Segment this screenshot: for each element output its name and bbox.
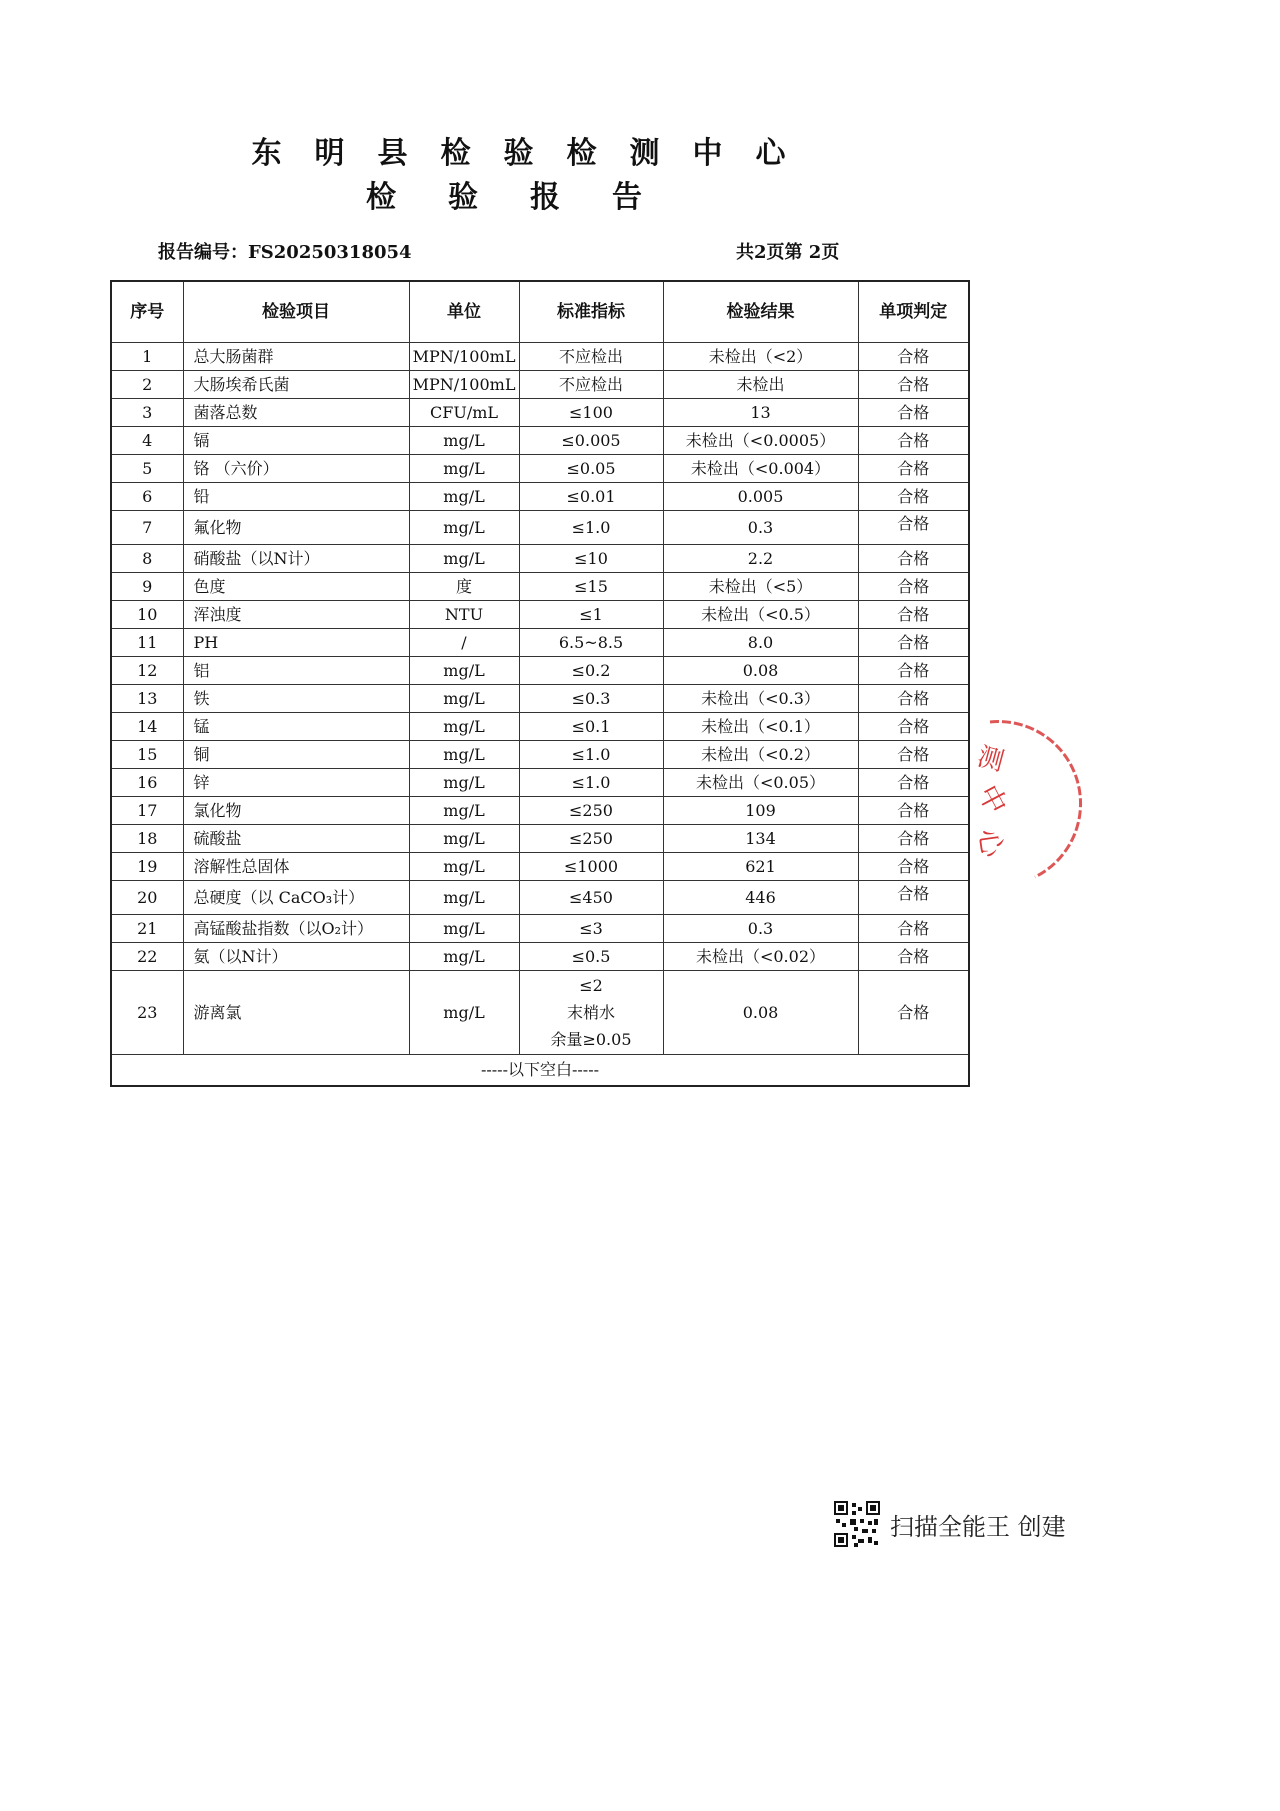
cell-item: 游离氯 <box>183 971 409 1055</box>
cell-standard: ≤1000 <box>519 853 663 881</box>
cell-unit: mg/L <box>409 881 519 915</box>
cell-no: 9 <box>111 573 183 601</box>
report-number: 报告编号：FS20250318054 <box>158 242 412 263</box>
cell-result: 13 <box>663 399 858 427</box>
cell-item: 铅 <box>183 483 409 511</box>
standard-line: 末梢水 <box>566 1003 615 1022</box>
cell-verdict: 合格 <box>858 399 969 427</box>
cell-item: 锰 <box>183 713 409 741</box>
cell-item: 氨（以N计） <box>183 943 409 971</box>
cell-standard: ≤0.1 <box>519 713 663 741</box>
cell-unit: mg/L <box>409 713 519 741</box>
cell-standard: ≤3 <box>519 915 663 943</box>
camscanner-text: 扫描全能王 创建 <box>890 1512 1066 1541</box>
cell-verdict: 合格 <box>858 629 969 657</box>
cell-result: 0.3 <box>663 915 858 943</box>
cell-unit: mg/L <box>409 741 519 769</box>
cell-verdict: 合格 <box>858 825 969 853</box>
table-row <box>111 657 969 685</box>
table-row-last <box>111 971 969 1055</box>
camscanner-watermark <box>834 1500 1066 1548</box>
col-header-verdict: 单项判定 <box>858 281 969 343</box>
cell-result: 134 <box>663 825 858 853</box>
table-header-row <box>111 281 969 343</box>
cell-result: 0.3 <box>663 511 858 545</box>
cell-verdict: 合格 <box>858 545 969 573</box>
cell-standard: ≤10 <box>519 545 663 573</box>
cell-unit: mg/L <box>409 483 519 511</box>
cell-verdict: 合格 <box>858 573 969 601</box>
cell-standard: ≤1.0 <box>519 511 663 545</box>
cell-standard: ≤0.2 <box>519 657 663 685</box>
cell-result: 未检出（<0.3） <box>663 685 858 713</box>
cell-unit: NTU <box>409 601 519 629</box>
cell-item: PH <box>183 629 409 657</box>
cell-result: 未检出（<0.2） <box>663 741 858 769</box>
table-row <box>111 769 969 797</box>
cell-no: 23 <box>111 971 183 1055</box>
cell-no: 6 <box>111 483 183 511</box>
cell-standard: ≤1.0 <box>519 769 663 797</box>
table-row <box>111 943 969 971</box>
cell-result: 8.0 <box>663 629 858 657</box>
cell-no: 16 <box>111 769 183 797</box>
cell-result: 未检出（<5） <box>663 573 858 601</box>
cell-result: 未检出（<0.0005） <box>663 427 858 455</box>
standard-line: ≤2 <box>579 976 603 995</box>
cell-standard <box>519 971 663 1055</box>
cell-unit: CFU/mL <box>409 399 519 427</box>
cell-no: 19 <box>111 853 183 881</box>
cell-item: 镉 <box>183 427 409 455</box>
table-row <box>111 455 969 483</box>
cell-standard: ≤15 <box>519 573 663 601</box>
cell-no: 13 <box>111 685 183 713</box>
table-row <box>111 825 969 853</box>
cell-item: 铝 <box>183 657 409 685</box>
col-header-item: 检验项目 <box>183 281 409 343</box>
cell-unit: / <box>409 629 519 657</box>
cell-no: 15 <box>111 741 183 769</box>
cell-no: 14 <box>111 713 183 741</box>
cell-verdict: 合格 <box>858 971 969 1055</box>
cell-standard: 6.5~8.5 <box>519 629 663 657</box>
cell-standard: ≤1.0 <box>519 741 663 769</box>
cell-standard: ≤0.05 <box>519 455 663 483</box>
cell-item: 总硬度（以 CaCO₃计） <box>183 881 409 915</box>
cell-result: 未检出（<0.05） <box>663 769 858 797</box>
cell-unit: mg/L <box>409 853 519 881</box>
seal-text-3: 心 <box>972 826 1009 860</box>
cell-no: 1 <box>111 343 183 371</box>
cell-standard: ≤100 <box>519 399 663 427</box>
cell-standard: ≤0.5 <box>519 943 663 971</box>
cell-unit: mg/L <box>409 943 519 971</box>
table-row <box>111 881 969 915</box>
table-row <box>111 797 969 825</box>
cell-item: 铜 <box>183 741 409 769</box>
cell-verdict: 合格 <box>858 713 969 741</box>
doc-title: 检验报告 <box>366 180 694 215</box>
cell-unit: MPN/100mL <box>409 371 519 399</box>
cell-standard: 不应检出 <box>519 343 663 371</box>
table-row <box>111 629 969 657</box>
cell-item: 菌落总数 <box>183 399 409 427</box>
cell-no: 3 <box>111 399 183 427</box>
cell-result: 未检出（<0.5） <box>663 601 858 629</box>
cell-item: 大肠埃希氏菌 <box>183 371 409 399</box>
cell-item: 色度 <box>183 573 409 601</box>
cell-item: 高锰酸盐指数（以O₂计） <box>183 915 409 943</box>
cell-standard: ≤450 <box>519 881 663 915</box>
cell-item: 铬 （六价） <box>183 455 409 483</box>
cell-no: 21 <box>111 915 183 943</box>
cell-result: 446 <box>663 881 858 915</box>
cell-unit: mg/L <box>409 511 519 545</box>
cell-no: 17 <box>111 797 183 825</box>
col-header-result: 检验结果 <box>663 281 858 343</box>
cell-no: 22 <box>111 943 183 971</box>
cell-item: 氯化物 <box>183 797 409 825</box>
table-row <box>111 741 969 769</box>
cell-unit: 度 <box>409 573 519 601</box>
table-row <box>111 545 969 573</box>
page-count: 共2页第 2页 <box>736 242 840 263</box>
cell-verdict: 合格 <box>858 657 969 685</box>
col-header-no: 序号 <box>111 281 183 343</box>
cell-item: 铁 <box>183 685 409 713</box>
cell-item: 硫酸盐 <box>183 825 409 853</box>
cell-standard: ≤250 <box>519 825 663 853</box>
cell-item: 浑浊度 <box>183 601 409 629</box>
cell-item: 氟化物 <box>183 511 409 545</box>
cell-unit: mg/L <box>409 545 519 573</box>
blank-below-note: -----以下空白----- <box>111 1055 969 1087</box>
cell-result: 未检出 <box>663 371 858 399</box>
cell-unit: mg/L <box>409 797 519 825</box>
cell-unit: mg/L <box>409 915 519 943</box>
cell-verdict: 合格 <box>858 915 969 943</box>
table-row <box>111 483 969 511</box>
cell-verdict: 合格 <box>858 943 969 971</box>
cell-item: 溶解性总固体 <box>183 853 409 881</box>
cell-standard: ≤1 <box>519 601 663 629</box>
cell-result: 未检出（<0.004） <box>663 455 858 483</box>
cell-unit: mg/L <box>409 427 519 455</box>
cell-item: 锌 <box>183 769 409 797</box>
cell-verdict: 合格 <box>858 769 969 797</box>
cell-standard: ≤0.01 <box>519 483 663 511</box>
seal-text-2: 中 <box>971 779 1014 820</box>
cell-verdict: 合格 <box>858 741 969 769</box>
table-footer-row <box>111 1055 969 1087</box>
cell-result: 未检出（<2） <box>663 343 858 371</box>
cell-result: 0.08 <box>663 971 858 1055</box>
cell-verdict: 合格 <box>858 455 969 483</box>
cell-verdict: 合格 <box>858 881 969 915</box>
cell-verdict: 合格 <box>858 685 969 713</box>
cell-no: 7 <box>111 511 183 545</box>
cell-verdict: 合格 <box>858 427 969 455</box>
cell-no: 8 <box>111 545 183 573</box>
cell-item: 硝酸盐（以N计） <box>183 545 409 573</box>
cell-result: 621 <box>663 853 858 881</box>
cell-result: 109 <box>663 797 858 825</box>
table-row <box>111 685 969 713</box>
cell-unit: mg/L <box>409 971 519 1055</box>
cell-verdict: 合格 <box>858 343 969 371</box>
table-row <box>111 915 969 943</box>
cell-no: 18 <box>111 825 183 853</box>
cell-standard: ≤0.3 <box>519 685 663 713</box>
table-row <box>111 343 969 371</box>
cell-unit: mg/L <box>409 769 519 797</box>
table-row <box>111 371 969 399</box>
table-row <box>111 601 969 629</box>
cell-verdict: 合格 <box>858 853 969 881</box>
cell-unit: mg/L <box>409 657 519 685</box>
cell-result: 2.2 <box>663 545 858 573</box>
cell-unit: MPN/100mL <box>409 343 519 371</box>
cell-result: 0.005 <box>663 483 858 511</box>
table-row <box>111 511 969 545</box>
cell-standard: ≤250 <box>519 797 663 825</box>
inspection-table <box>110 280 970 1087</box>
cell-verdict: 合格 <box>858 483 969 511</box>
col-header-standard: 标准指标 <box>519 281 663 343</box>
cell-verdict: 合格 <box>858 601 969 629</box>
cell-no: 12 <box>111 657 183 685</box>
standard-line: 余量≥0.05 <box>550 1030 632 1049</box>
cell-verdict: 合格 <box>858 371 969 399</box>
seal-text-1: 测 <box>974 741 1008 778</box>
cell-item: 总大肠菌群 <box>183 343 409 371</box>
cell-unit: mg/L <box>409 685 519 713</box>
col-header-unit: 单位 <box>409 281 519 343</box>
cell-no: 2 <box>111 371 183 399</box>
cell-no: 5 <box>111 455 183 483</box>
cell-verdict: 合格 <box>858 511 969 545</box>
cell-result: 未检出（<0.1） <box>663 713 858 741</box>
org-title: 东明县检验检测中心 <box>251 136 819 171</box>
qr-code-icon <box>834 1501 880 1547</box>
cell-no: 10 <box>111 601 183 629</box>
cell-standard: 不应检出 <box>519 371 663 399</box>
cell-unit: mg/L <box>409 455 519 483</box>
official-seal <box>930 712 1100 882</box>
cell-no: 11 <box>111 629 183 657</box>
table-row <box>111 427 969 455</box>
cell-no: 4 <box>111 427 183 455</box>
cell-result: 未检出（<0.02） <box>663 943 858 971</box>
cell-verdict: 合格 <box>858 797 969 825</box>
table-row <box>111 573 969 601</box>
cell-standard: ≤0.005 <box>519 427 663 455</box>
cell-result: 0.08 <box>663 657 858 685</box>
table-row <box>111 399 969 427</box>
table-row <box>111 853 969 881</box>
cell-unit: mg/L <box>409 825 519 853</box>
cell-no: 20 <box>111 881 183 915</box>
table-row <box>111 713 969 741</box>
